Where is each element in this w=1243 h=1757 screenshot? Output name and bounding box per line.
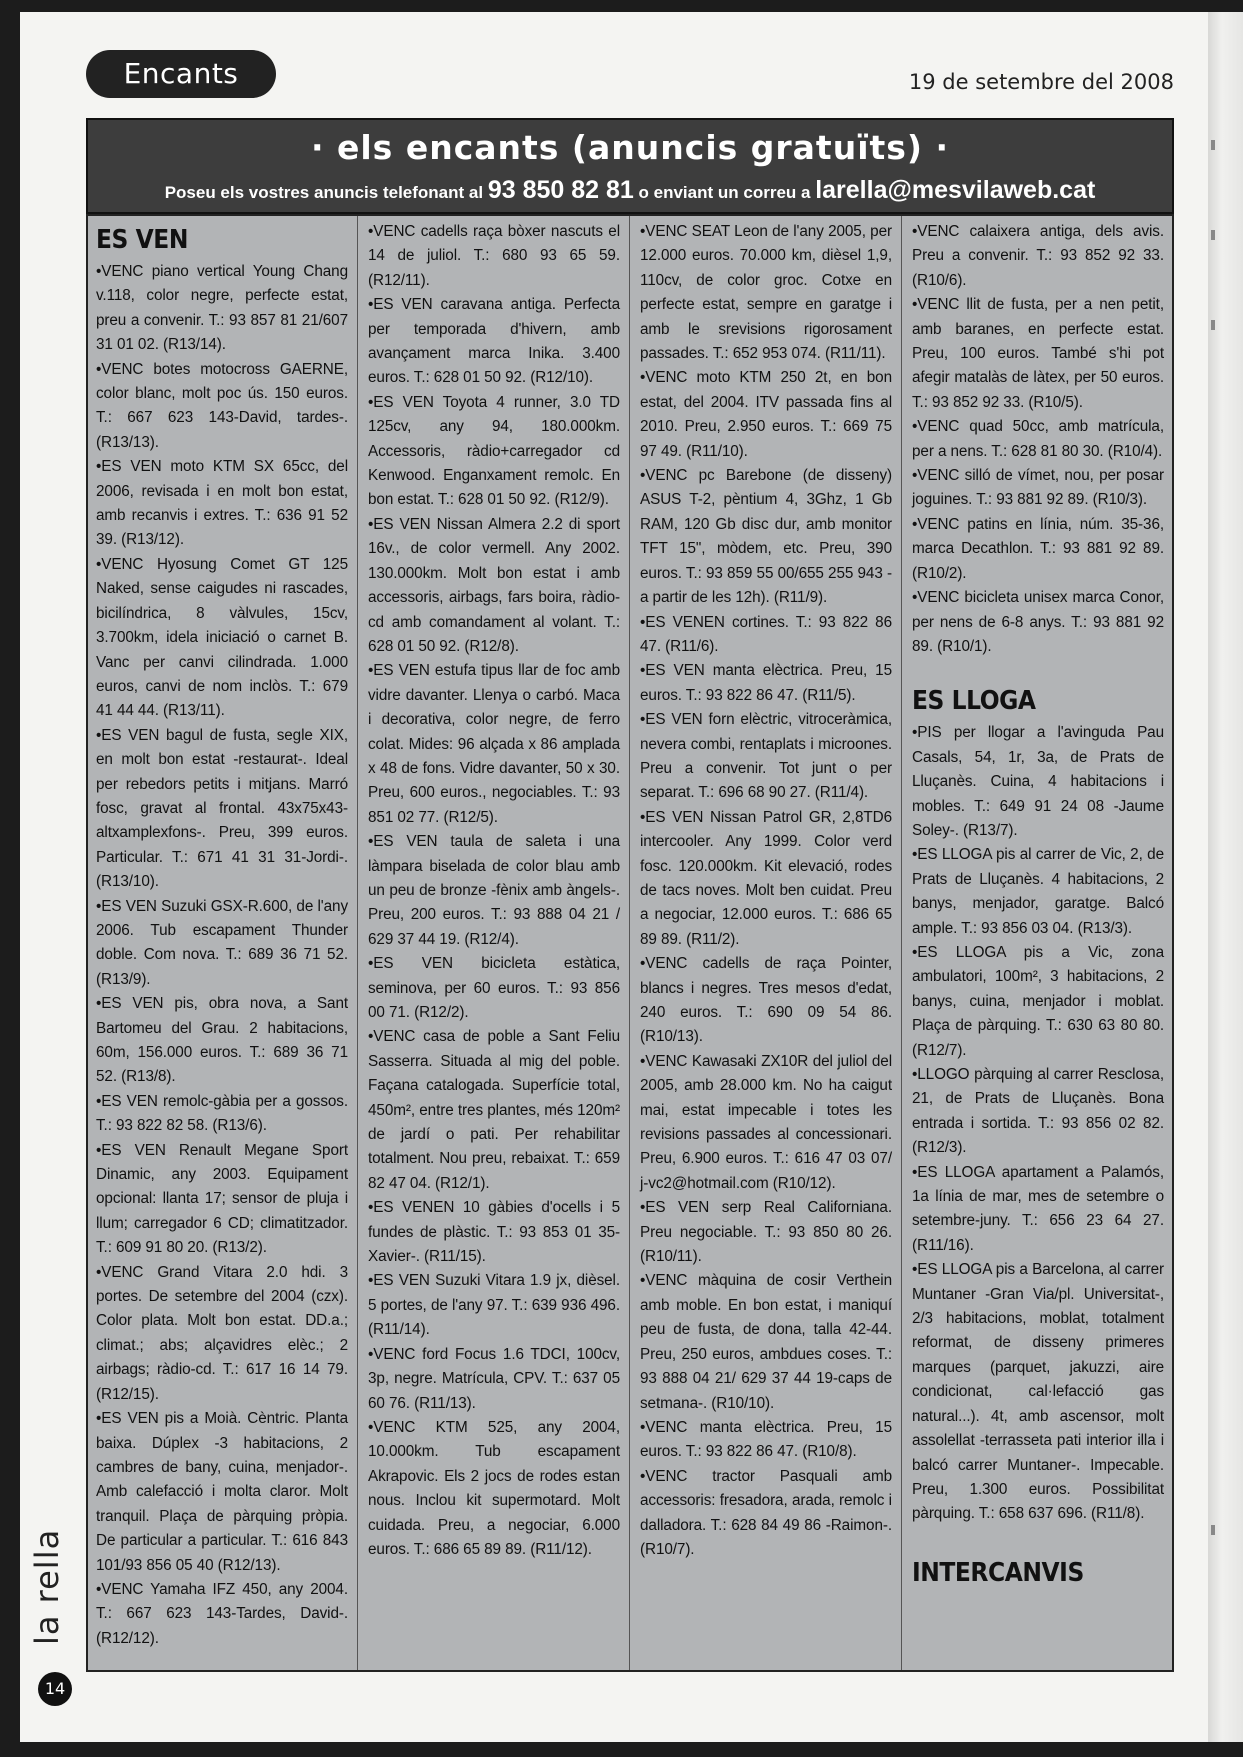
classified-ad: •ES VEN estufa tipus llar de foc amb vidre davanter. Llenya o carbó. Maca i decorativa, color negre, de ferro colat. Mides: 96 alçada x 86 amplada x 48 de fons. Vidre davanter, 50 x 30. Preu, 600 euros., negociables. T.: 93 851 02 77. (R12/5). — [368, 662, 620, 826]
classified-ad: •VENC quad 50cc, amb matrícula, per a nens. T.: 628 81 80 30. (R10/4). — [912, 418, 1164, 460]
classified-ad: •ES LLOGA apartament a Palamós, 1a línia de mar, mes de setembre o setembre-juny. T.: 656 23 64 27. (R11/16). — [912, 1163, 1164, 1254]
classified-ad: •LLOGO pàrquing al carrer Resclosa, 21, de Prats de Lluçanès. Bona entrada i sortida. T.: 93 856 02 82. (R12/3). — [912, 1066, 1164, 1157]
banner-middle: o enviant un correu a — [638, 183, 811, 202]
classified-ad: •ES VEN bagul de fusta, segle XIX, en molt bon estat -restaurat-. Ideal per rebedors petits i mitjans. Marró fosc, gravat al frontal. 43x75x43-altxamplexfons-. Preu, 399 euros. Particular. T.: 671 41 31 31-Jordi-. (R13/10). — [96, 726, 348, 891]
classifieds-body — [86, 214, 1174, 1672]
classified-ad: •ES VEN Toyota 4 runner, 3.0 TD 125cv, any 94, 180.000km. Accessoris, ràdio+carregador cd Kenwood. Enganxament remolc. En bon estat. T.: 628 01 50 92. (R12/9). — [368, 393, 620, 509]
classified-ad: •VENC ford Focus 1.6 TDCI, 100cv, 3p, negre. Matrícula, CPV. T.: 637 05 60 76. (R11/13). — [368, 1345, 620, 1412]
section-heading-es-ven: ES VEN — [96, 225, 188, 255]
classified-ad: •ES VEN pis a Moià. Cèntric. Planta baixa. Dúplex -3 habitacions, 2 cambres de bany, cuina, menjador-. Amb calefacció i molta claror. Molt tranquil. Plaça de pàrquing pròpia. De particular a particular. T.: 616 843 101/93 856 05 40 (R12/13). — [96, 1410, 348, 1574]
classified-ad: •VENC patins en línia, núm. 35-36, marca Decathlon. T.: 93 881 92 89. (R10/2). — [912, 515, 1164, 582]
classified-ad: •ES LLOGA pis a Vic, zona ambulatori, 100m², 3 habitacions, 2 banys, cuina, menjador i moblat. Plaça de pàrquing. T.: 630 63 80 80. (R12/7). — [912, 943, 1164, 1059]
classified-ad: •ES LLOGA pis al carrer de Vic, 2, de Prats de Lluçanès. 4 habitacions, 2 banys, menjador, garatge. Balcó ample. T.: 93 856 03 04. (R13/3). — [912, 846, 1164, 937]
classified-ad: •VENC bicicleta unisex marca Conor, per nens de 6-8 anys. T.: 93 881 92 89. (R10/1). — [912, 589, 1164, 655]
column-divider — [357, 216, 358, 1670]
classified-ad: •ES VEN serp Real Californiana. Preu negociable. T.: 93 850 80 26. (R10/11). — [640, 1199, 892, 1266]
classified-ad: •VENC cadells de raça Pointer, blancs i negres. Tres mesos d'edat, 240 euros. T.: 690 09 54 86. (R10/13). — [640, 955, 892, 1046]
column-3 — [640, 220, 892, 1562]
column-divider — [901, 216, 902, 1670]
classified-ad: •VENC llit de fusta, per a nen petit, amb baranes, en perfecte estat. Preu, 100 euros. També s'hi pot afegir matalàs de làtex, per 50 euros. T.: 93 852 92 33. (R10/5). — [912, 296, 1164, 411]
binding-mark — [1211, 1525, 1215, 1535]
classified-ad: •VENC SEAT Leon de l'any 2005, per 12.000 euros. 70.000 km, dièsel 1,9, 110cv, de color groc. Cotxe en perfecte estat, sempre en garatge i amb le srevisions rigorosament passades. T.: 652 953 074. (R11/11). — [640, 223, 892, 363]
classified-ad: •VENC manta elèctrica. Preu, 15 euros. T.: 93 822 86 47. (R10/8). — [640, 1418, 892, 1461]
classified-ad: •ES VEN caravana antiga. Perfecta per temporada d'hivern, amb avançament marca Inika. 3.400 euros. T.: 628 01 50 92. (R12/10). — [368, 296, 620, 387]
classified-ad: •VENC Kawasaki ZX10R del juliol del 2005, amb 28.000 km. No ha caigut mai, estat impecable i totes les revisions passades al concessionari. Preu, 6.900 euros. T.: 616 47 03 07/ j-vc2@hotmail.com (R10/12). — [640, 1052, 892, 1192]
classified-ad: •ES VEN taula de saleta i una làmpara biselada de color blau amb un peu de bronze -fènix amb àngels-. Preu, 200 euros. T.: 93 888 04 21 / 629 37 44 19. (R12/4). — [368, 833, 620, 948]
ad-list — [640, 220, 892, 1562]
section-heading-es-lloga: ES LLOGA — [912, 686, 1036, 717]
classified-ad: •ES VEN moto KTM SX 65cc, del 2006, revisada i en molt bon estat, amb recanvis i extres. T.: 636 91 52 39. (R13/12). — [96, 458, 348, 549]
banner-title: · els encants (anuncis gratuïts) · — [310, 128, 950, 167]
banner-phone: 93 850 82 81 — [487, 176, 634, 204]
classified-ad: •ES VEN Renault Megane Sport Dinamic, any 2003. Equipament opcional: llanta 17; sensor de pluja i llum; carregador 6 CD; climatitzador. T.: 609 91 80 20. (R13/2). — [96, 1141, 348, 1257]
binding-mark — [1211, 320, 1215, 330]
column-2 — [368, 220, 620, 1562]
classified-ad: •VENC calaixera antiga, dels avis. Preu a convenir. T.: 93 852 92 33. (R10/6). — [912, 223, 1164, 289]
classified-ad: •VENC cadells raça bòxer nascuts el 14 de juliol. T.: 680 93 65 59. (R12/11). — [368, 223, 620, 289]
page-edge — [1208, 12, 1243, 1742]
binding-mark — [1211, 230, 1215, 240]
issue-date: 19 de setembre del 2008 — [908, 70, 1174, 94]
classified-ad: •VENC Yamaha IFZ 450, any 2004. T.: 667 623 143-Tardes, David-. (R12/12). — [96, 1580, 348, 1647]
classified-ad: •VENC KTM 525, any 2004, 10.000km. Tub escapament Akrapovic. Els 2 jocs de rodes estan nous. Inclou kit supermotard. Molt cuidada. Preu, a negociar, 6.000 euros. T.: 686 65 89 89. (R11/12). — [368, 1418, 620, 1558]
section-tab: Encants — [86, 50, 276, 98]
classified-ad: •ES VEN manta elèctrica. Preu, 15 euros. T.: 93 822 86 47. (R11/5). — [640, 662, 892, 704]
classified-ad: •VENC moto KTM 250 2t, en bon estat, del 2004. ITV passada fins al 2010. Preu, 2.950 euros. T.: 669 75 97 49. (R11/10). — [640, 369, 892, 460]
classified-ad: •ES VENEN cortines. T.: 93 822 86 47. (R11/6). — [640, 613, 892, 655]
banner-subtitle — [88, 176, 1172, 205]
classified-ad: •ES VEN Suzuki Vitara 1.9 jx, dièsel. 5 portes, de l'any 97. T.: 639 936 496. (R11/14). — [368, 1272, 620, 1339]
classified-ad: •ES VEN forn elèctric, vitroceràmica, nevera combi, rentaplats i microones. Preu a convenir. Tot junt o per separat. T.: 696 68 90 27. (R11/4). — [640, 711, 892, 802]
publication-name: la rella — [28, 1528, 66, 1645]
ad-list — [912, 721, 1164, 1526]
classified-ad: •VENC casa de poble a Sant Feliu Sasserra. Situada al mig del poble. Façana catalogada. Superfície total, 450m², entre tres plantes, més 120m² de jardí o pati. Per rehabilitar totalment. Nou preu, rebaixat. T.: 659 82 47 04. (R12/1). — [368, 1028, 620, 1192]
classified-ad: •VENC silló de vímet, nou, per posar joguines. T.: 93 881 92 89. (R10/3). — [912, 467, 1164, 509]
classified-ad: •VENC màquina de cosir Verthein amb moble. En bon estat, i maniquí peu de fusta, de dona, talla 42-44. Preu, 250 euros, ambdues coses. T.: 93 888 04 21/ 629 37 44 19-caps de setmana-. (R10/10). — [640, 1272, 892, 1412]
section-heading-intercanvis: INTERCANVIS — [912, 1557, 1084, 1588]
binding-mark — [1211, 140, 1215, 150]
classified-ad: •ES VEN Nissan Patrol GR, 2,8TD6 intercooler. Any 1999. Color verd fosc. 120.000km. Kit elevació, rodes de tacs noves. Molt ben cuidat. Preu a negociar, 12.000 euros. T.: 686 65 89 89. (R11/2). — [640, 808, 892, 948]
column-4 — [912, 220, 1164, 1593]
classified-ad: •ES VEN remolc-gàbia per a gossos. T.: 93 822 82 58. (R13/6). — [96, 1092, 348, 1135]
classified-ad: •VENC tractor Pasquali amb accessoris: fresadora, arada, remolc i dalladora. T.: 628 84 49 86 -Raimon-. (R10/7). — [640, 1467, 892, 1558]
classified-ad: •VENC piano vertical Young Chang v.118, color negre, perfecte estat, preu a convenir. T.: 93 857 81 21/607 31 01 02. (R13/14). — [96, 263, 348, 354]
column-1 — [96, 220, 348, 1651]
ad-list — [96, 260, 348, 1651]
classifieds-banner — [86, 118, 1174, 214]
banner-email: larella@mesvilaweb.cat — [815, 176, 1096, 204]
page-number: 14 — [38, 1672, 72, 1706]
classified-ad: •VENC Grand Vitara 2.0 hdi. 3 portes. De setembre del 2004 (czx). Color plata. Molt bon estat. DD.a.; climat.; abs; alçavidres elèc.; 2 airbags; ràdio-cd. T.: 617 16 14 79. (R12/15). — [96, 1263, 348, 1403]
classified-ad: •ES VENEN 10 gàbies d'ocells i 5 fundes de plàstic. T.: 93 853 01 35-Xavier-. (R11/15). — [368, 1199, 620, 1266]
ad-list — [368, 220, 620, 1562]
column-divider — [629, 216, 630, 1670]
classified-ad: •VENC botes motocross GAERNE, color blanc, molt poc ús. 150 euros. T.: 667 623 143-David, tardes-. (R13/13). — [96, 360, 348, 451]
ad-list — [912, 220, 1164, 659]
classified-ad: •ES VEN pis, obra nova, a Sant Bartomeu del Grau. 2 habitacions, 60m, 156.000 euros. T.: 689 36 71 52. (R13/8). — [96, 995, 348, 1086]
classified-ad: •PIS per llogar a l'avinguda Pau Casals, 54, 1r, 3a, de Prats de Lluçanès. Cuina, 4 habitacions i mobles. T.: 649 91 24 08 -Jaume Soley-. (R13/7). — [912, 724, 1164, 839]
banner-prefix: Poseu els vostres anuncis telefonant al — [164, 183, 484, 202]
classified-ad: •VENC Hyosung Comet GT 125 Naked, sense caigudes ni rascades, bicilíndrica, 8 vàlvules, 15cv, 3.700km, idela iniciació o carnet B. Vanc per canvi cilindrada. 1.000 euros, canvi de nom inclòs. T.: 679 41 44 44. (R13/11). — [96, 555, 348, 720]
classified-ad: •ES LLOGA pis a Barcelona, al carrer Muntaner -Gran Via/pl. Universitat-, 2/3 habitacions, moblat, totalment reformat, de disseny primeres marques (parquet, jakuzzi, aire condicionat, cal·lefacció gas natural...). 4t, amb ascensor, molt assolellat -terrasseta pati interior illa i balcó carrer Muntaner-. Impecable. Preu, 1.300 euros. Possibilitat pàrquing. T.: 658 637 696. (R11/8). — [912, 1261, 1164, 1523]
classified-ad: •ES VEN bicicleta estàtica, seminova, per 60 euros. T.: 93 856 00 71. (R12/2). — [368, 955, 620, 1021]
classified-ad: •ES VEN Suzuki GSX-R.600, de l'any 2006. Tub escapament Thunder doble. Com nova. T.: 689 36 71 52. (R13/9). — [96, 897, 348, 988]
classified-ad: •ES VEN Nissan Almera 2.2 di sport 16v., de color vermell. Any 2002. 130.000km. Molt bon estat i amb accessoris, airbags, fars boira, ràdio-cd amb comandament al volant. T.: 628 01 50 92. (R12/8). — [368, 515, 620, 655]
classified-ad: •VENC pc Barebone (de disseny) ASUS T-2, pèntium 4, 3Ghz, 1 Gb RAM, 120 Gb disc dur, amb monitor TFT 15", mòdem, etc. Preu, 390 euros. T.: 93 859 55 00/655 255 943 -a partir de les 12h). (R11/9). — [640, 467, 892, 607]
